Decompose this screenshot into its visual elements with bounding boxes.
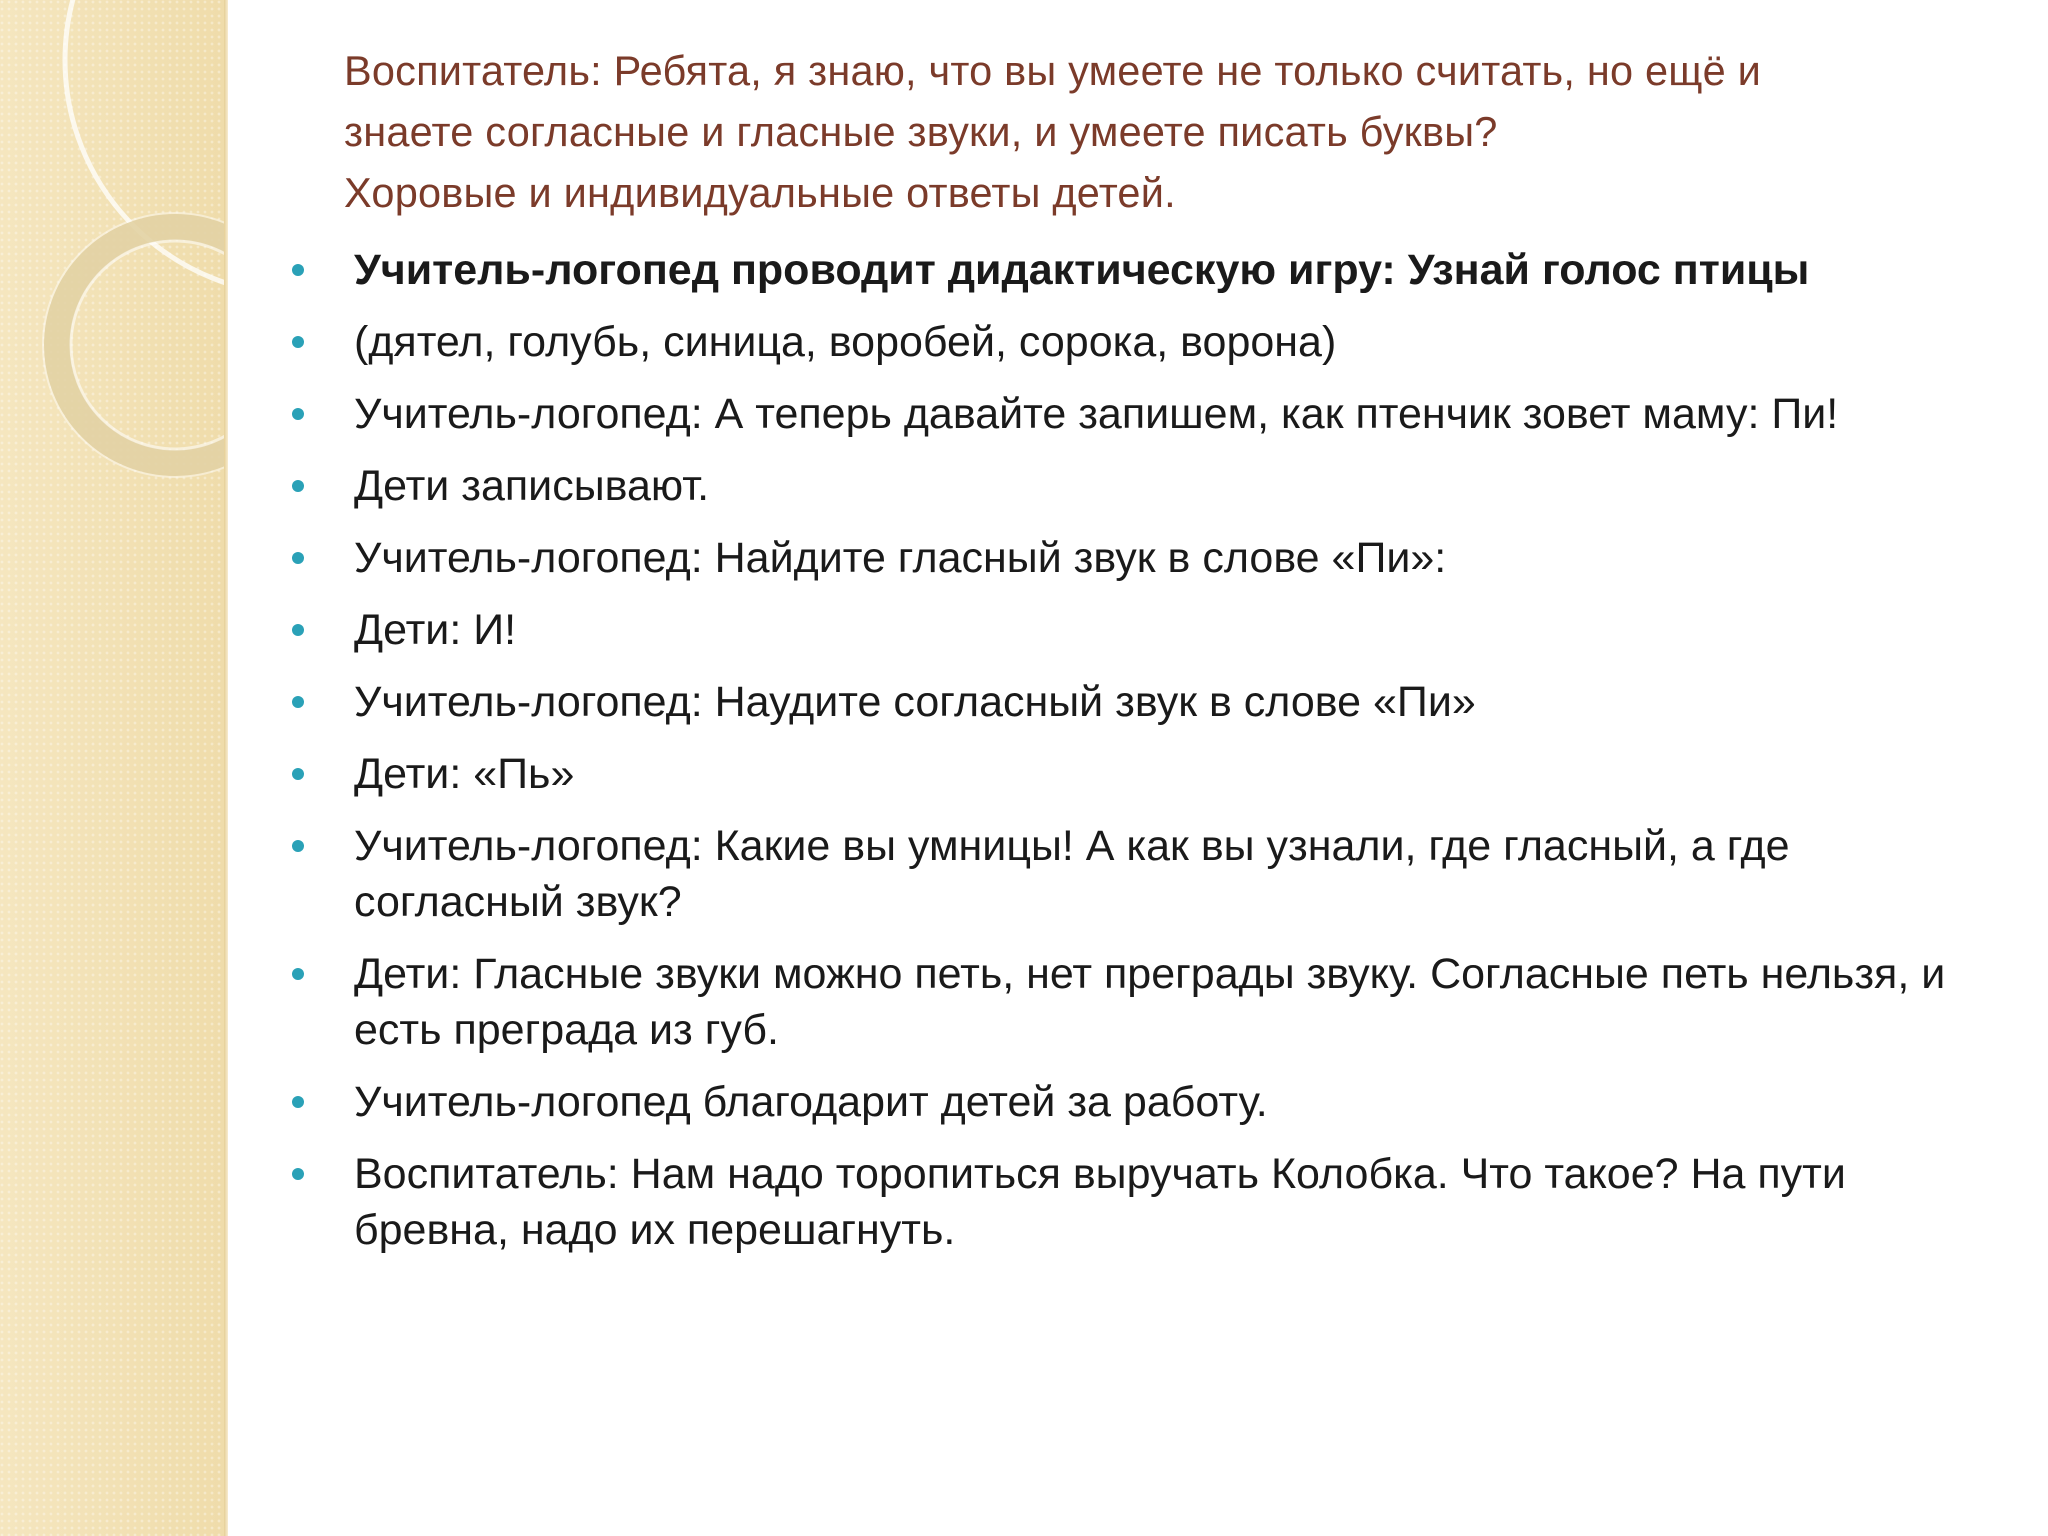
- bullet-icon: [292, 552, 304, 564]
- list-item: [288, 602, 1988, 658]
- bullet-icon: [292, 480, 304, 492]
- list-item: [288, 386, 1988, 442]
- bullet-icon: [292, 768, 304, 780]
- list-item-text: Дети: «Пь»: [354, 750, 575, 798]
- bullet-icon: [292, 1096, 304, 1108]
- list-item-text: Учитель-логопед: А теперь давайте запишем, как птенчик зовет маму: Пи!: [354, 390, 1839, 438]
- list-item-text: Дети: Гласные звуки можно петь, нет преграды звуку. Согласные петь нельзя, и есть преграда из губ.: [354, 950, 1946, 1054]
- list-item-text: Учитель-логопед: Найдите гласный звук в слове «Пи»:: [354, 534, 1447, 582]
- list-item-text: Воспитатель: Нам надо торопиться выручать Колобка. Что такое? На пути бревна, надо их перешагнуть.: [354, 1150, 1846, 1254]
- side-panel-edge: [224, 0, 228, 1536]
- title-line: знаете согласные и гласные звуки, и умеете писать буквы?: [344, 108, 1498, 155]
- list-item: [288, 946, 1988, 1058]
- bullet-icon: [292, 968, 304, 980]
- list-item: [288, 1146, 1988, 1258]
- bullet-icon: [292, 264, 304, 276]
- list-item-text: Учитель-логопед: Наудите согласный звук в слове «Пи»: [354, 678, 1476, 726]
- title-line: Воспитатель: Ребята, я знаю, что вы умеете не только считать, но ещё и: [344, 47, 1761, 94]
- bullet-icon: [292, 840, 304, 852]
- decorative-side-panel: [0, 0, 228, 1536]
- list-item: [288, 458, 1988, 514]
- list-item: [288, 530, 1988, 586]
- slide-title: [344, 40, 1964, 223]
- list-item: [288, 746, 1988, 802]
- decorative-rings-icon: [0, 0, 228, 1536]
- list-item-text: (дятел, голубь, синица, воробей, сорока, ворона): [354, 318, 1337, 366]
- list-item: [288, 314, 1988, 370]
- title-line: Хоровые и индивидуальные ответы детей.: [344, 169, 1176, 216]
- list-item: [288, 818, 1988, 930]
- list-item: [288, 1074, 1988, 1130]
- bullet-icon: [292, 696, 304, 708]
- list-item-text: Учитель-логопед проводит дидактическую игру: Узнай голос птицы: [354, 246, 1810, 294]
- bullet-list: [288, 242, 1988, 1274]
- list-item-text: Учитель-логопед благодарит детей за работу.: [354, 1078, 1268, 1126]
- bullet-icon: [292, 336, 304, 348]
- bullet-icon: [292, 408, 304, 420]
- bullet-icon: [292, 624, 304, 636]
- list-item-text: Дети записывают.: [354, 462, 710, 510]
- bullet-icon: [292, 1168, 304, 1180]
- list-item-text: Дети: И!: [354, 606, 517, 654]
- list-item-text: Учитель-логопед: Какие вы умницы! А как вы узнали, где гласный, а где согласный звук?: [354, 822, 1790, 926]
- list-item: [288, 674, 1988, 730]
- list-item: [288, 242, 1988, 298]
